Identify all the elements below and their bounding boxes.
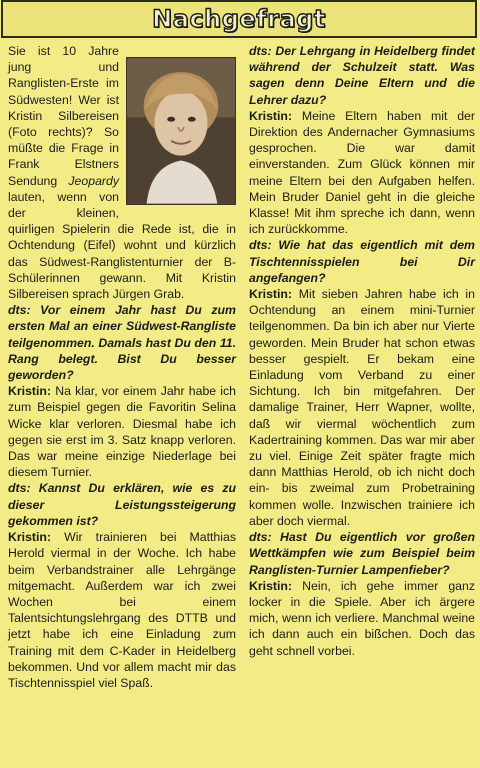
question-2: [8, 480, 236, 529]
answer-text: Wir trainieren bei Matthias Herold viermal in der Woche. Ich habe beim Verbandstrainer alle Lehrgänge mitgemacht. Außerdem war ich zwei Wochen bei einem Talentsichtungslehrgang des DTTB und jetzt habe ich eine Einladung zum Training mit dem C-Kader in Heidelberg bekommen. Und vor allem macht mir das Tischtennisspiel viel Spaß.: [8, 530, 236, 690]
answer-1: [8, 383, 236, 480]
answer-2: [8, 529, 236, 691]
article-header: [1, 0, 477, 38]
answer-tag: Kristin:: [249, 578, 293, 593]
question-5: [249, 529, 475, 578]
intro-text-before: Sie ist 10 Jahre jung und Ranglisten-Erste im Südwesten! Wer ist Kristin Silbereisen (Foto rechts)? So müßte die Frage in Frank Elstners Sendung: [8, 44, 119, 188]
answer-text: Mit sieben Jahren habe ich in Ochtendung an einem mini-Turnier teilgenommen. Da bin ich aber nur Vierte geworden. Mein Bruder hat schon etwas besser gespielt. Er bekam eine Einladung vom Verband zu einer Sichtung. Ich bin mitgefahren. Der damalige Trainer, Herr Wapner, wollte, daß wir viermal wöchentlich zum Kadertraining kommen. Das war mir aber zu viel. Einige Zeit später fragte mich dann Matthias Herold, ob ich nicht doch ein- bis zweimal zum Probetraining kommen wolle. Inzwischen trainiere ich aber doch viermal.: [249, 287, 475, 528]
question-text: Vor einem Jahr hast Du zum ersten Mal an einer Südwest-Rangliste teilgenommen. Damals hast Du den 11. Rang belegt. Bist Du besser geworden?: [8, 303, 236, 383]
answer-tag: Kristin:: [249, 287, 293, 302]
question-1: [8, 302, 236, 383]
answer-text: Nein, ich gehe immer ganz locker in die Spiele. Aber ich ärgere mich, wenn ich verliere. Manchmal weine ich dann auch ein bißchen. Doch das geht schnell vorbei.: [249, 578, 475, 658]
answer-text: Na klar, vor einem Jahr habe ich zum Beispiel gegen die Favoritin Selina Wicke klar verloren. Diesmal habe ich gegen sie erst im 3. Satz knapp verloren. Das war meine einzige Niederlage bei diesem Turnier.: [8, 384, 237, 480]
question-text: Wie hat das eigentlich mit dem Tischtennisspielen bei Dir angefangen?: [249, 238, 475, 285]
answer-tag: Kristin:: [249, 108, 293, 123]
question-3: [249, 43, 475, 108]
answer-4: [249, 286, 475, 529]
left-column: [8, 43, 236, 691]
portrait-photo: [126, 57, 236, 205]
right-column: [249, 43, 475, 659]
answer-tag: Kristin:: [8, 384, 52, 399]
portrait-illustration: [127, 58, 235, 204]
question-text: Kannst Du erklären, wie es zu dieser Leistungssteigerung gekommen ist?: [8, 481, 236, 528]
question-tag: dts:: [249, 44, 272, 58]
question-tag: dts:: [249, 238, 272, 253]
question-tag: dts:: [249, 530, 272, 545]
question-text: Der Lehrgang in Heidelberg findet während der Schulzeit statt. Was sagen denn Deine Eltern und die Lehrer dazu?: [249, 44, 475, 107]
question-text: Hast Du eigentlich vor großen Wettkämpfen wie zum Beispiel beim Ranglisten-Turnier Lampenfieber?: [249, 530, 475, 577]
answer-5: [249, 578, 475, 659]
intro-text-after: lauten, wenn von der kleinen, quirligen Spielerin die Rede ist, die in Ochtendung (Eifel) wohnt und kürzlich das Südwest-Ranglistenturnier der B-Schülerinnen gewann. Mit Kristin Silbereisen sprach Jürgen Grab.: [8, 189, 236, 302]
intro-show-name: Jeopardy: [68, 173, 119, 188]
answer-tag: Kristin:: [8, 530, 52, 545]
question-tag: dts:: [8, 481, 31, 496]
question-4: [249, 237, 475, 286]
answer-3: [249, 108, 475, 238]
answer-text: Meine Eltern haben mit der Direktion des Andernacher Gymnasiums gesprochen. Die war damit einverstanden. Zum Glück können mir meine Eltern bei den Aufgaben helfen. Mein Bruder Daniel geht in die gleiche Klasse! Mit ihm spreche ich dann, wenn ich zurückkomme.: [249, 108, 475, 237]
article-title: Nachgefragt: [152, 5, 326, 33]
question-tag: dts:: [8, 303, 31, 318]
